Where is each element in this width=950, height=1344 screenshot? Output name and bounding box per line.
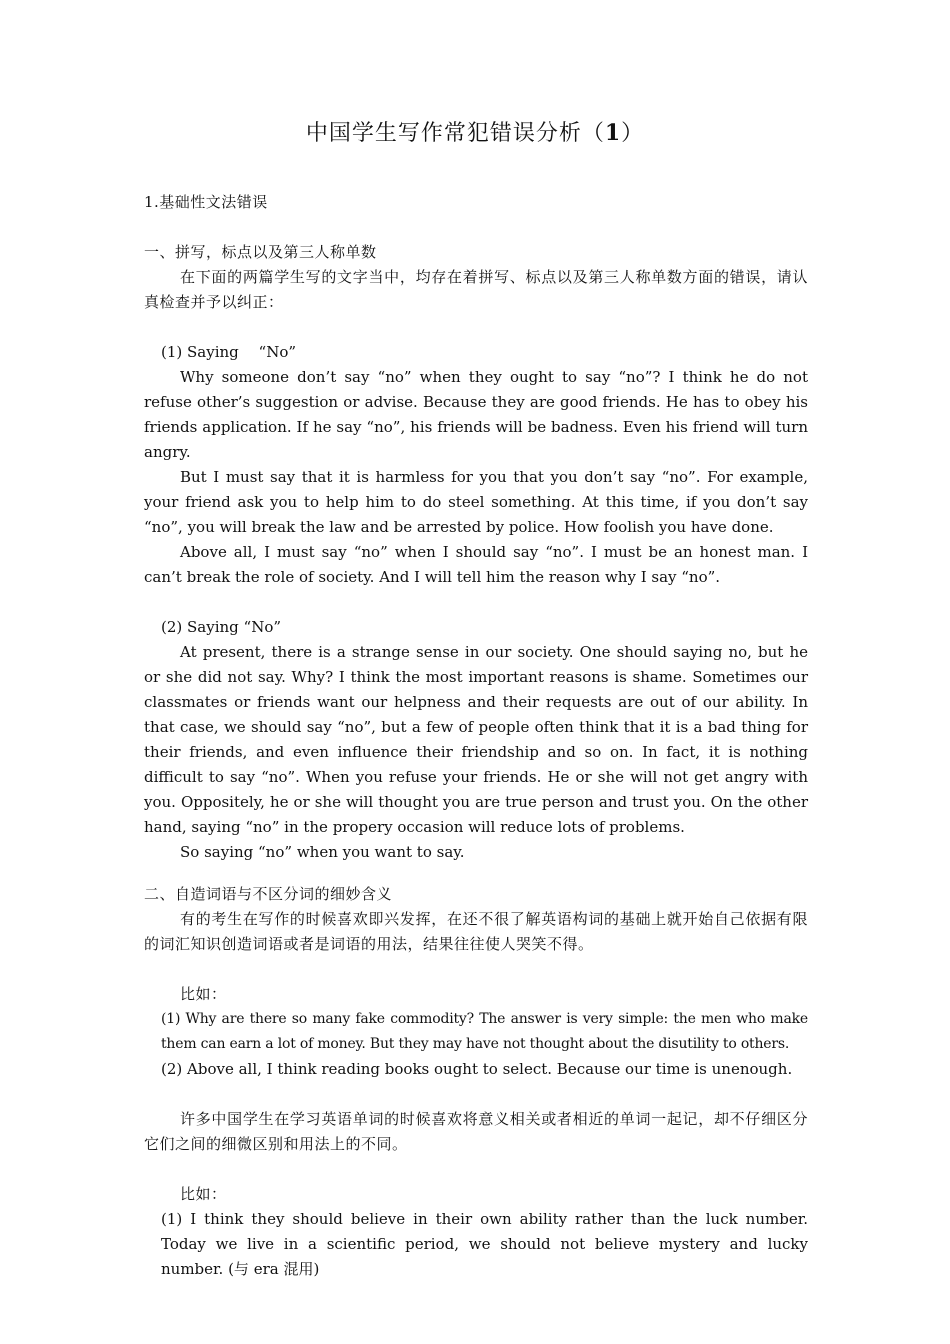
- essay1-paragraph-3: Above all, I must say “no” when I should say “no”. I must be an honest man. I can’t break the role of society. And I will tell him the reason why I say “no”.: [144, 543, 808, 586]
- document-body: [144, 190, 808, 1282]
- part2-heading: 二、自造词语与不区分词的细妙含义: [144, 885, 393, 903]
- title-text: 中国学生写作常犯错误分析（: [305, 121, 605, 146]
- example-label: 比如：: [180, 985, 227, 1003]
- part2-intro: 有的考生在写作的时候喜欢即兴发挥，在还不很了解英语构词的基础上就开始自己依据有限的词汇知识创造词语或者是词语的用法，结果往往使人哭笑不得。: [144, 910, 808, 953]
- example-item: (1) Why are there so many fake commodity? The answer is very simple: the men who make them can earn a lot of money. But they may have not thought about the disutility to others.: [161, 1011, 808, 1052]
- part2-intro-2: 许多中国学生在学习英语单词的时候喜欢将意义相关或者相近的单词一起记，却不仔细区分它们之间的细微区别和用法上的不同。: [144, 1110, 808, 1153]
- page-title: [0, 118, 950, 149]
- example-item: (2) Above all, I think reading books ought to select. Because our time is unenough.: [161, 1060, 793, 1078]
- essay1-title: (1) Saying “No”: [161, 343, 297, 361]
- part1-heading: 一、拼写，标点以及第三人称单数: [144, 243, 377, 261]
- essay2-paragraph-1: At present, there is a strange sense in our society. One should saying no, but he or she did not say. Why? I think the most important reasons is shame. Sometimes our classmates or friends want our helpness and their requests are out of our ability. In that case, we should say “no”, but a few of people often think that it is a bad thing for their friends, and even influence their friendship and so on. In fact, it is nothing difficult to say “no”. When you refuse your friends. He or she will not get angry with you. Oppositely, he or she will thought you are true person and trust you. On the other hand, saying “no” in the propery occasion will reduce lots of problems.: [144, 643, 808, 836]
- example-label-2: 比如：: [180, 1185, 227, 1203]
- essay2-title: (2) Saying “No”: [161, 618, 282, 636]
- part1-intro: 在下面的两篇学生写的文字当中，均存在着拼写、标点以及第三人称单数方面的错误，请认真检查并予以纠正：: [144, 268, 808, 311]
- essay2-paragraph-2: So saying “no” when you want to say.: [180, 843, 465, 861]
- essay1-paragraph-2: But I must say that it is harmless for you that you don’t say “no”. For example, your friend ask you to help him to do steel something. At this time, if you don’t say “no”, you will break the law and be arrested by police. How foolish you have done.: [144, 468, 808, 536]
- title-close-paren: ）: [621, 121, 645, 146]
- section-heading: 1.基础性文法错误: [144, 193, 268, 211]
- essay1-paragraph-1: Why someone don’t say “no” when they ought to say “no”? I think he do not refuse other’s suggestion or advise. Because they are good friends. He has to obey his friends application. If he say “no”, his friends will be badness. Even his friend will turn angry.: [144, 368, 808, 461]
- example-item-2: (1) I think they should believe in their own ability rather than the luck number. Today we live in a scientific period, we should not believe mystery and lucky number. (与 era 混用): [161, 1210, 808, 1278]
- title-number: 1: [604, 120, 622, 146]
